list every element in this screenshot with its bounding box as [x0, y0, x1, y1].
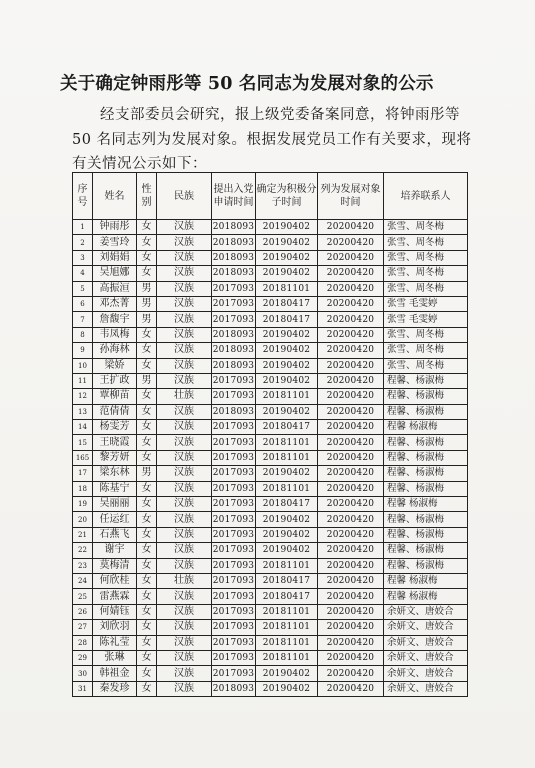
table-row — [73, 327, 468, 342]
row-name: 孙海林 — [93, 343, 137, 358]
row-application-date: 2017093 — [212, 543, 256, 558]
row-contact: 程馨、杨淑梅 — [384, 512, 468, 527]
table-row — [73, 650, 468, 665]
row-index: 29 — [73, 650, 93, 665]
intro-line-3: 有关情况公示如下： — [72, 156, 207, 172]
row-ethnicity: 汉族 — [157, 512, 212, 527]
row-candidate-date: 20200420 — [318, 450, 384, 465]
row-ethnicity: 汉族 — [157, 266, 212, 281]
row-candidate-date: 20200420 — [318, 527, 384, 542]
row-index: 10 — [73, 358, 93, 373]
row-index: 18 — [73, 481, 93, 496]
row-application-date: 2017093 — [212, 435, 256, 450]
row-application-date: 2017093 — [212, 604, 256, 619]
row-contact: 程馨、杨淑梅 — [384, 481, 468, 496]
row-application-date: 2017093 — [212, 573, 256, 588]
row-activist-date: 20181101 — [256, 450, 318, 465]
row-candidate-date: 20200420 — [318, 604, 384, 619]
row-ethnicity: 汉族 — [157, 620, 212, 635]
row-gender: 女 — [137, 497, 157, 512]
row-candidate-date: 20200420 — [318, 420, 384, 435]
row-ethnicity: 壮族 — [157, 573, 212, 588]
row-index: 25 — [73, 589, 93, 604]
row-candidate-date: 20200420 — [318, 235, 384, 250]
row-candidate-date: 20200420 — [318, 343, 384, 358]
row-name: 王扩政 — [93, 373, 137, 388]
table-row — [73, 389, 468, 404]
row-candidate-date: 20200420 — [318, 497, 384, 512]
row-activist-date: 20181101 — [256, 558, 318, 573]
row-activist-date: 20190402 — [256, 512, 318, 527]
row-gender: 女 — [137, 358, 157, 373]
row-gender: 女 — [137, 404, 157, 419]
row-index: 165 — [73, 450, 93, 465]
row-application-date: 2018093 — [212, 235, 256, 250]
row-ethnicity: 汉族 — [157, 635, 212, 650]
row-activist-date: 20190402 — [256, 527, 318, 542]
table-row — [73, 420, 468, 435]
row-ethnicity: 汉族 — [157, 558, 212, 573]
header-name: 姓名 — [93, 173, 137, 220]
row-contact: 张雪 毛雯婷 — [384, 296, 468, 311]
row-index: 2 — [73, 235, 93, 250]
row-activist-date: 20180417 — [256, 296, 318, 311]
intro-line-1: 经支部委员会研究，报上级党委备案同意，将钟雨彤等 — [100, 107, 460, 123]
row-name: 黎芳妍 — [93, 450, 137, 465]
row-ethnicity: 汉族 — [157, 481, 212, 496]
row-name: 陈基宁 — [93, 481, 137, 496]
row-name: 梁娇 — [93, 358, 137, 373]
row-application-date: 2017093 — [212, 635, 256, 650]
row-name: 陈礼莹 — [93, 635, 137, 650]
row-index: 8 — [73, 327, 93, 342]
row-activist-date: 20190402 — [256, 250, 318, 265]
header-contact: 培养联系人 — [384, 173, 468, 220]
row-candidate-date: 20200420 — [318, 666, 384, 681]
row-activist-date: 20181101 — [256, 604, 318, 619]
row-activist-date: 20180417 — [256, 589, 318, 604]
table-row — [73, 343, 468, 358]
row-index: 7 — [73, 312, 93, 327]
row-ethnicity: 壮族 — [157, 389, 212, 404]
row-candidate-date: 20200420 — [318, 435, 384, 450]
table-row — [73, 543, 468, 558]
row-name: 高振洹 — [93, 281, 137, 296]
row-ethnicity: 汉族 — [157, 327, 212, 342]
row-contact: 程馨、杨淑梅 — [384, 558, 468, 573]
row-ethnicity: 汉族 — [157, 220, 212, 235]
row-contact: 张雪、周冬梅 — [384, 250, 468, 265]
row-index: 9 — [73, 343, 93, 358]
row-ethnicity: 汉族 — [157, 666, 212, 681]
document-title: 关于确定钟雨彤等 50 名同志为发展对象的公示 — [60, 74, 434, 94]
row-activist-date: 20181101 — [256, 389, 318, 404]
row-contact: 张雪、周冬梅 — [384, 281, 468, 296]
row-activist-date: 20190402 — [256, 373, 318, 388]
row-application-date: 2018093 — [212, 266, 256, 281]
row-gender: 女 — [137, 681, 157, 696]
row-application-date: 2017093 — [212, 373, 256, 388]
row-index: 1 — [73, 220, 93, 235]
row-gender: 女 — [137, 450, 157, 465]
row-gender: 男 — [137, 466, 157, 481]
row-ethnicity: 汉族 — [157, 527, 212, 542]
row-index: 20 — [73, 512, 93, 527]
row-index: 13 — [73, 404, 93, 419]
table-header-row — [73, 173, 468, 220]
row-ethnicity: 汉族 — [157, 604, 212, 619]
row-activist-date: 20181101 — [256, 620, 318, 635]
row-ethnicity: 汉族 — [157, 450, 212, 465]
row-ethnicity: 汉族 — [157, 343, 212, 358]
header-ethnicity: 民族 — [157, 173, 212, 220]
row-gender: 女 — [137, 635, 157, 650]
row-contact: 程馨 杨淑梅 — [384, 420, 468, 435]
table-row — [73, 635, 468, 650]
header-index: 序号 — [73, 173, 93, 220]
row-activist-date: 20181101 — [256, 481, 318, 496]
row-contact: 张雪、周冬梅 — [384, 266, 468, 281]
row-name: 梁东林 — [93, 466, 137, 481]
row-name: 吴旭娜 — [93, 266, 137, 281]
row-name: 莫梅清 — [93, 558, 137, 573]
row-contact: 张雪、周冬梅 — [384, 220, 468, 235]
row-contact: 程馨、杨淑梅 — [384, 527, 468, 542]
row-candidate-date: 20200420 — [318, 281, 384, 296]
row-gender: 女 — [137, 266, 157, 281]
row-index: 27 — [73, 620, 93, 635]
row-name: 詹馥宇 — [93, 312, 137, 327]
row-index: 5 — [73, 281, 93, 296]
row-index: 21 — [73, 527, 93, 542]
row-activist-date: 20190402 — [256, 404, 318, 419]
row-activist-date: 20180417 — [256, 312, 318, 327]
table-row — [73, 404, 468, 419]
row-application-date: 2017093 — [212, 558, 256, 573]
row-index: 14 — [73, 420, 93, 435]
row-ethnicity: 汉族 — [157, 312, 212, 327]
row-application-date: 2017093 — [212, 512, 256, 527]
row-gender: 女 — [137, 604, 157, 619]
row-ethnicity: 汉族 — [157, 250, 212, 265]
row-gender: 女 — [137, 435, 157, 450]
row-gender: 女 — [137, 420, 157, 435]
row-contact: 程馨、杨淑梅 — [384, 450, 468, 465]
header-candidate-date: 列为发展对象时间 — [318, 173, 384, 220]
row-name: 谢宇 — [93, 543, 137, 558]
table-row — [73, 681, 468, 696]
row-gender: 女 — [137, 543, 157, 558]
row-index: 12 — [73, 389, 93, 404]
row-application-date: 2018093 — [212, 343, 256, 358]
row-activist-date: 20190402 — [256, 220, 318, 235]
row-name: 秦发珍 — [93, 681, 137, 696]
row-gender: 男 — [137, 373, 157, 388]
row-name: 杨雯芳 — [93, 420, 137, 435]
row-candidate-date: 20200420 — [318, 266, 384, 281]
row-ethnicity: 汉族 — [157, 650, 212, 665]
row-candidate-date: 20200420 — [318, 466, 384, 481]
table-row — [73, 358, 468, 373]
row-application-date: 2017093 — [212, 589, 256, 604]
row-activist-date: 20190402 — [256, 681, 318, 696]
row-activist-date: 20181101 — [256, 635, 318, 650]
row-candidate-date: 20200420 — [318, 220, 384, 235]
row-name: 姜雪玲 — [93, 235, 137, 250]
table-row — [73, 589, 468, 604]
row-activist-date: 20181101 — [256, 435, 318, 450]
row-activist-date: 20181101 — [256, 281, 318, 296]
row-candidate-date: 20200420 — [318, 327, 384, 342]
row-candidate-date: 20200420 — [318, 373, 384, 388]
row-ethnicity: 汉族 — [157, 589, 212, 604]
row-application-date: 2017093 — [212, 312, 256, 327]
table-row — [73, 373, 468, 388]
table-row — [73, 466, 468, 481]
row-contact: 程馨 杨淑梅 — [384, 589, 468, 604]
row-application-date: 2017093 — [212, 466, 256, 481]
row-index: 3 — [73, 250, 93, 265]
row-activist-date: 20190402 — [256, 543, 318, 558]
table-row — [73, 512, 468, 527]
row-contact: 张雪、周冬梅 — [384, 343, 468, 358]
table-row — [73, 250, 468, 265]
row-activist-date: 20180417 — [256, 497, 318, 512]
row-name: 韩祖金 — [93, 666, 137, 681]
row-application-date: 2017093 — [212, 281, 256, 296]
row-name: 刘欣羽 — [93, 620, 137, 635]
table-row — [73, 312, 468, 327]
row-gender: 男 — [137, 281, 157, 296]
row-name: 何欣桂 — [93, 573, 137, 588]
row-activist-date: 20190402 — [256, 235, 318, 250]
row-ethnicity: 汉族 — [157, 543, 212, 558]
table-row — [73, 666, 468, 681]
row-activist-date: 20190402 — [256, 666, 318, 681]
row-candidate-date: 20200420 — [318, 681, 384, 696]
row-gender: 男 — [137, 312, 157, 327]
table-row — [73, 573, 468, 588]
row-contact: 余妍文、唐姣合 — [384, 681, 468, 696]
row-index: 15 — [73, 435, 93, 450]
row-application-date: 2017093 — [212, 620, 256, 635]
row-application-date: 2018093 — [212, 220, 256, 235]
row-gender: 女 — [137, 481, 157, 496]
row-candidate-date: 20200420 — [318, 389, 384, 404]
table-row — [73, 527, 468, 542]
row-application-date: 2017093 — [212, 650, 256, 665]
row-ethnicity: 汉族 — [157, 296, 212, 311]
row-candidate-date: 20200420 — [318, 635, 384, 650]
row-ethnicity: 汉族 — [157, 420, 212, 435]
row-contact: 张雪、周冬梅 — [384, 358, 468, 373]
row-application-date: 2018093 — [212, 327, 256, 342]
row-index: 22 — [73, 543, 93, 558]
row-activist-date: 20190402 — [256, 343, 318, 358]
row-candidate-date: 20200420 — [318, 481, 384, 496]
row-candidate-date: 20200420 — [318, 620, 384, 635]
row-index: 11 — [73, 373, 93, 388]
row-gender: 女 — [137, 343, 157, 358]
header-application-date: 提出入党申请时间 — [212, 173, 256, 220]
row-contact: 程馨 杨淑梅 — [384, 573, 468, 588]
row-activist-date: 20181101 — [256, 650, 318, 665]
row-activist-date: 20190402 — [256, 358, 318, 373]
table-row — [73, 604, 468, 619]
row-application-date: 2018093 — [212, 681, 256, 696]
row-index: 24 — [73, 573, 93, 588]
row-gender: 女 — [137, 235, 157, 250]
row-activist-date: 20190402 — [256, 466, 318, 481]
row-candidate-date: 20200420 — [318, 650, 384, 665]
table-row — [73, 450, 468, 465]
row-ethnicity: 汉族 — [157, 466, 212, 481]
row-candidate-date: 20200420 — [318, 512, 384, 527]
row-activist-date: 20190402 — [256, 327, 318, 342]
row-activist-date: 20180417 — [256, 420, 318, 435]
table-body — [73, 220, 468, 697]
row-ethnicity: 汉族 — [157, 497, 212, 512]
row-name: 何婧钰 — [93, 604, 137, 619]
row-ethnicity: 汉族 — [157, 358, 212, 373]
row-contact: 余妍文、唐姣合 — [384, 620, 468, 635]
row-contact: 余妍文、唐姣合 — [384, 604, 468, 619]
row-index: 4 — [73, 266, 93, 281]
row-name: 石燕飞 — [93, 527, 137, 542]
row-gender: 女 — [137, 589, 157, 604]
table-row — [73, 497, 468, 512]
row-candidate-date: 20200420 — [318, 543, 384, 558]
row-application-date: 2017093 — [212, 389, 256, 404]
row-contact: 程馨、杨淑梅 — [384, 404, 468, 419]
row-ethnicity: 汉族 — [157, 435, 212, 450]
table-row — [73, 281, 468, 296]
row-gender: 女 — [137, 327, 157, 342]
row-contact: 程馨、杨淑梅 — [384, 466, 468, 481]
row-gender: 女 — [137, 512, 157, 527]
row-contact: 程馨、杨淑梅 — [384, 373, 468, 388]
row-name: 吴丽丽 — [93, 497, 137, 512]
row-ethnicity: 汉族 — [157, 404, 212, 419]
row-gender: 女 — [137, 527, 157, 542]
row-contact: 张雪 毛雯婷 — [384, 312, 468, 327]
row-application-date: 2017093 — [212, 420, 256, 435]
row-application-date: 2017093 — [212, 666, 256, 681]
row-application-date: 2018093 — [212, 250, 256, 265]
row-ethnicity: 汉族 — [157, 281, 212, 296]
row-contact: 张雪、周冬梅 — [384, 235, 468, 250]
row-index: 28 — [73, 635, 93, 650]
intro-line-2: 50 名同志列为发展对象。根据发展党员工作有关要求，现将 — [72, 132, 472, 148]
row-application-date: 2017093 — [212, 527, 256, 542]
row-index: 17 — [73, 466, 93, 481]
row-name: 王晓霞 — [93, 435, 137, 450]
row-contact: 程馨、杨淑梅 — [384, 389, 468, 404]
row-gender: 女 — [137, 389, 157, 404]
row-candidate-date: 20200420 — [318, 404, 384, 419]
row-gender: 女 — [137, 250, 157, 265]
row-activist-date: 20190402 — [256, 266, 318, 281]
row-name: 覃柳苗 — [93, 389, 137, 404]
row-index: 6 — [73, 296, 93, 311]
row-application-date: 2018093 — [212, 358, 256, 373]
row-gender: 女 — [137, 620, 157, 635]
row-gender: 男 — [137, 296, 157, 311]
row-name: 韦凤梅 — [93, 327, 137, 342]
header-activist-date: 确定为积极分子时间 — [256, 173, 318, 220]
row-application-date: 2017093 — [212, 497, 256, 512]
row-name: 范倩倩 — [93, 404, 137, 419]
row-name: 钟雨彤 — [93, 220, 137, 235]
row-contact: 程馨、杨淑梅 — [384, 543, 468, 558]
row-name: 邓杰菁 — [93, 296, 137, 311]
row-candidate-date: 20200420 — [318, 589, 384, 604]
row-ethnicity: 汉族 — [157, 373, 212, 388]
row-gender: 女 — [137, 220, 157, 235]
row-contact: 余妍文、唐姣合 — [384, 666, 468, 681]
row-gender: 女 — [137, 650, 157, 665]
table-row — [73, 435, 468, 450]
row-ethnicity: 汉族 — [157, 235, 212, 250]
row-index: 19 — [73, 497, 93, 512]
row-application-date: 2018093 — [212, 404, 256, 419]
row-candidate-date: 20200420 — [318, 558, 384, 573]
row-name: 张琳 — [93, 650, 137, 665]
table-row — [73, 481, 468, 496]
candidates-table — [72, 172, 468, 697]
row-contact: 余妍文、唐姣合 — [384, 650, 468, 665]
row-gender: 女 — [137, 666, 157, 681]
row-application-date: 2017093 — [212, 296, 256, 311]
row-gender: 女 — [137, 558, 157, 573]
row-candidate-date: 20200420 — [318, 358, 384, 373]
row-candidate-date: 20200420 — [318, 250, 384, 265]
row-application-date: 2017093 — [212, 481, 256, 496]
row-index: 31 — [73, 681, 93, 696]
row-activist-date: 20180417 — [256, 573, 318, 588]
row-gender: 女 — [137, 573, 157, 588]
table-row — [73, 220, 468, 235]
row-name: 刘娟娟 — [93, 250, 137, 265]
row-contact: 程馨、杨淑梅 — [384, 435, 468, 450]
row-contact: 程馨 杨淑梅 — [384, 497, 468, 512]
row-name: 任运红 — [93, 512, 137, 527]
row-index: 30 — [73, 666, 93, 681]
row-ethnicity: 汉族 — [157, 681, 212, 696]
row-candidate-date: 20200420 — [318, 312, 384, 327]
table-row — [73, 558, 468, 573]
row-name: 雷燕霖 — [93, 589, 137, 604]
header-gender: 性别 — [137, 173, 157, 220]
row-application-date: 2017093 — [212, 450, 256, 465]
row-index: 26 — [73, 604, 93, 619]
row-contact: 余妍文、唐姣合 — [384, 635, 468, 650]
table-row — [73, 235, 468, 250]
row-index: 23 — [73, 558, 93, 573]
row-contact: 张雪、周冬梅 — [384, 327, 468, 342]
table-row — [73, 296, 468, 311]
table-row — [73, 266, 468, 281]
row-candidate-date: 20200420 — [318, 296, 384, 311]
row-candidate-date: 20200420 — [318, 573, 384, 588]
table-row — [73, 620, 468, 635]
